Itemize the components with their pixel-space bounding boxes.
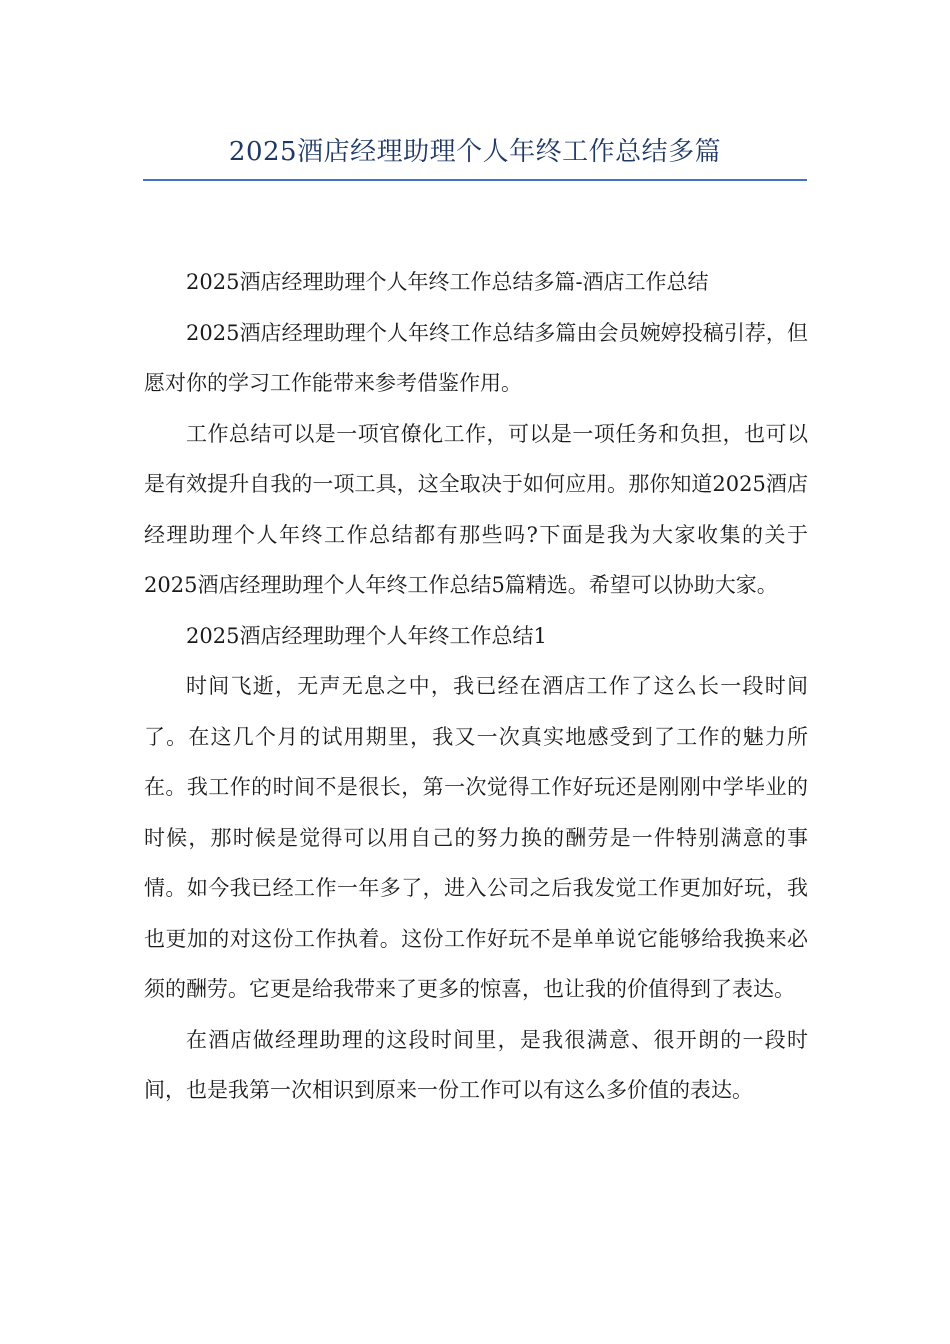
document-body [144,257,808,1116]
paragraph-body: 时间飞逝，无声无息之中，我已经在酒店工作了这么长一段时间了。在这几个月的试用期里，我又一次真实地感受到了工作的魅力所在。我工作的时间不是很长，第一次觉得工作好玩还是刚刚中学毕业的时候，那时候是觉得可以用自己的努力换的酬劳是一件特别满意的事情。如今我已经工作一年多了，进入公司之后我发觉工作更加好玩，我也更加的对这份工作执着。这份工作好玩不是单单说它能够给我换来必须的酬劳。它更是给我带来了更多的惊喜，也让我的价值得到了表达。 [144,674,808,1001]
paragraph-overview: 工作总结可以是一项官僚化工作，可以是一项任务和负担，也可以是有效提升自我的一项工具，这全取决于如何应用。那你知道2025酒店经理助理个人年终工作总结都有那些吗?下面是我为大家收集的关于2025酒店经理助理个人年终工作总结5篇精选。希望可以协助大家。 [144,421,808,597]
document-title: 2025酒店经理助理个人年终工作总结多篇 [228,137,722,167]
section-heading: 2025酒店经理助理个人年终工作总结1 [186,623,547,648]
paragraph-intro: 2025酒店经理助理个人年终工作总结多篇由会员婉婷投稿引荐，但愿对你的学习工作能带来参考借鉴作用。 [144,320,808,395]
paragraph-subtitle: 2025酒店经理助理个人年终工作总结多篇-酒店工作总结 [186,270,709,294]
title-underline [143,179,807,181]
paragraph-body: 在酒店做经理助理的这段时间里，是我很满意、很开朗的一段时间，也是我第一次相识到原来一份工作可以有这么多价值的表达。 [144,1027,808,1102]
